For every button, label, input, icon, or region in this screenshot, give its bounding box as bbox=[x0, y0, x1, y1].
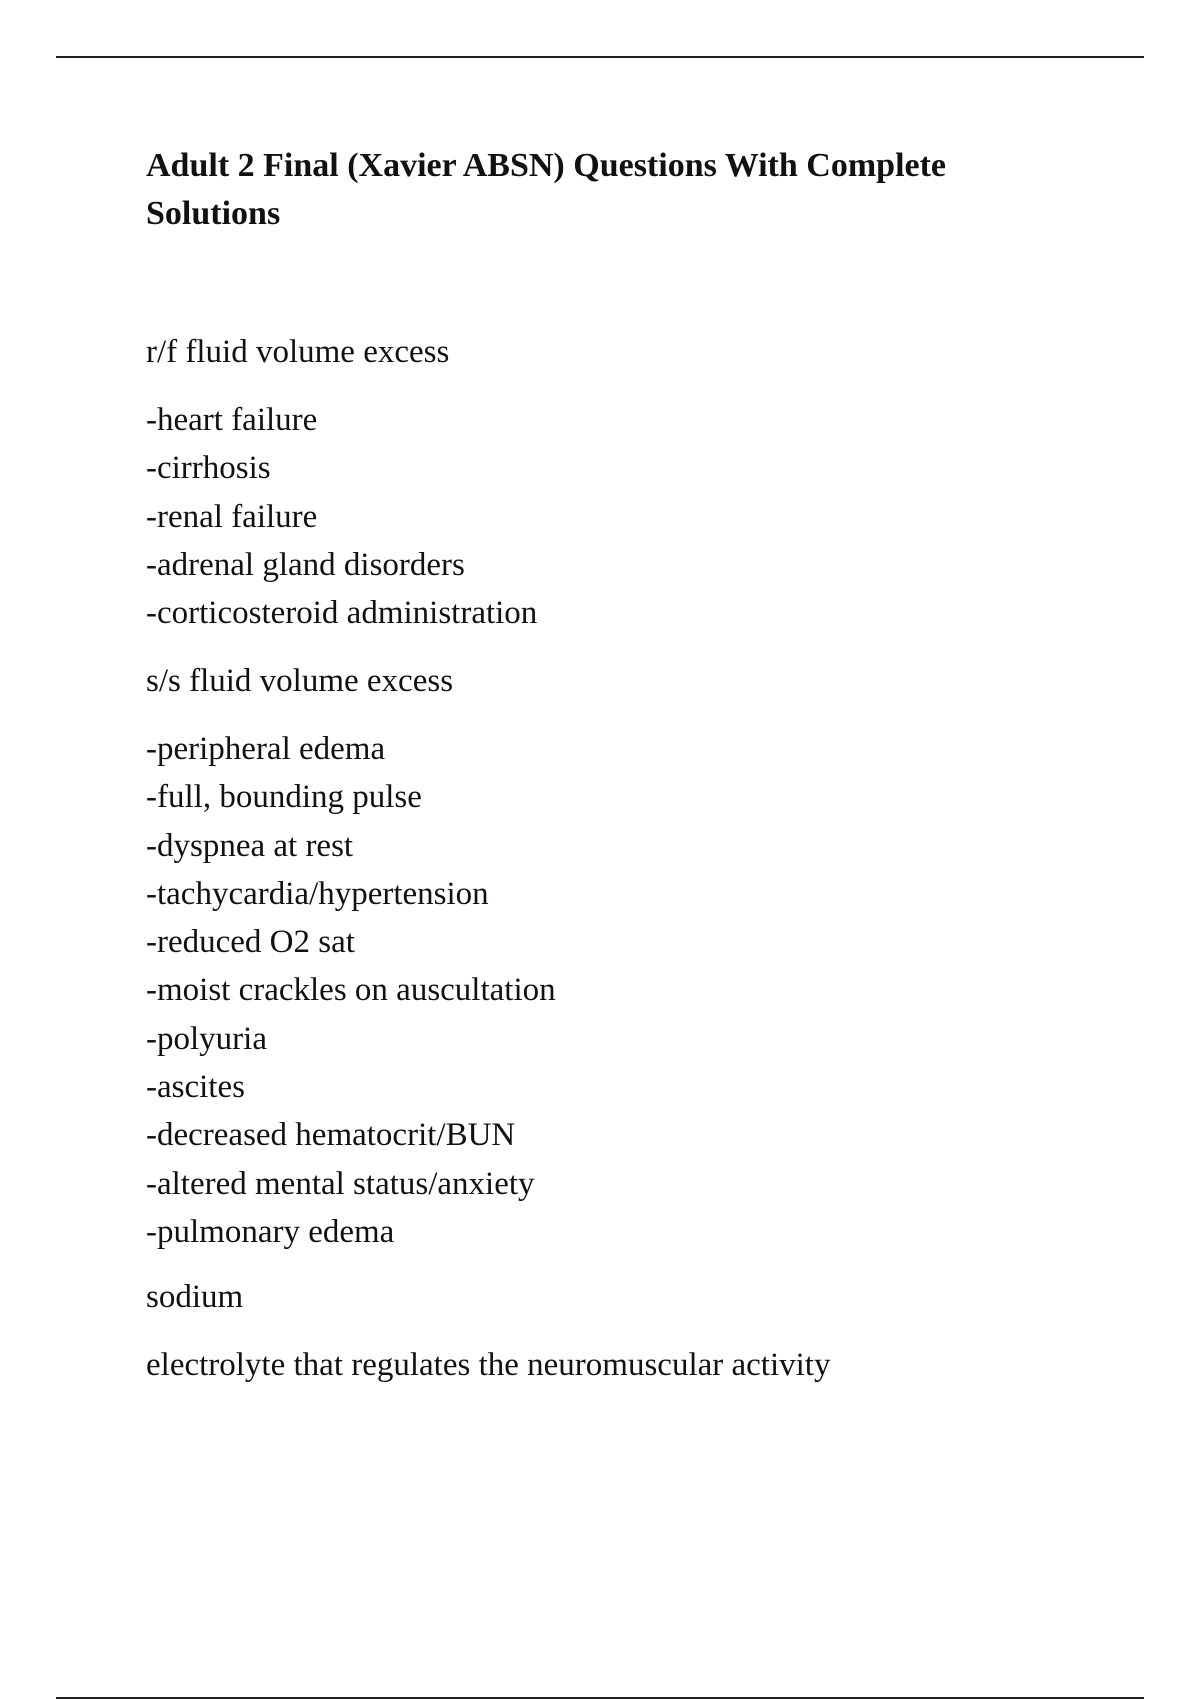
answer-line: -reduced O2 sat bbox=[146, 924, 355, 961]
answer-line: -polyuria bbox=[146, 1020, 267, 1057]
card-term: s/s fluid volume excess bbox=[146, 663, 454, 699]
answer-line: -pulmonary edema bbox=[146, 1213, 395, 1250]
card-term: r/f fluid volume excess bbox=[146, 334, 450, 370]
answer-line: -moist crackles on auscultation bbox=[146, 972, 556, 1009]
answer-line: -peripheral edema bbox=[146, 731, 386, 767]
answer-line: -dyspnea at rest bbox=[146, 827, 354, 864]
answer-line: -adrenal gland disorders bbox=[146, 546, 465, 583]
answer-line: -renal failure bbox=[146, 498, 318, 535]
top-divider bbox=[56, 56, 1144, 58]
card-answer: electrolyte that regulates the neuromuscular activity bbox=[146, 1347, 831, 1383]
card-answer-list bbox=[146, 396, 1106, 637]
answer-line: -decreased hematocrit/BUN bbox=[146, 1117, 516, 1154]
card-term: sodium bbox=[146, 1279, 244, 1315]
answer-line: -full, bounding pulse bbox=[146, 779, 422, 816]
answer-line: -heart failure bbox=[146, 402, 318, 438]
answer-line: -tachycardia/hypertension bbox=[146, 875, 489, 912]
bottom-divider bbox=[56, 1697, 1144, 1699]
answer-line: -ascites bbox=[146, 1069, 245, 1106]
answer-line: -altered mental status/anxiety bbox=[146, 1165, 535, 1202]
document-title: Adult 2 Final (Xavier ABSN) Questions With Complete Solutions bbox=[146, 147, 947, 232]
answer-line: -corticosteroid administration bbox=[146, 595, 538, 632]
card-answer-list bbox=[146, 725, 1106, 1256]
answer-line: -cirrhosis bbox=[146, 450, 271, 487]
